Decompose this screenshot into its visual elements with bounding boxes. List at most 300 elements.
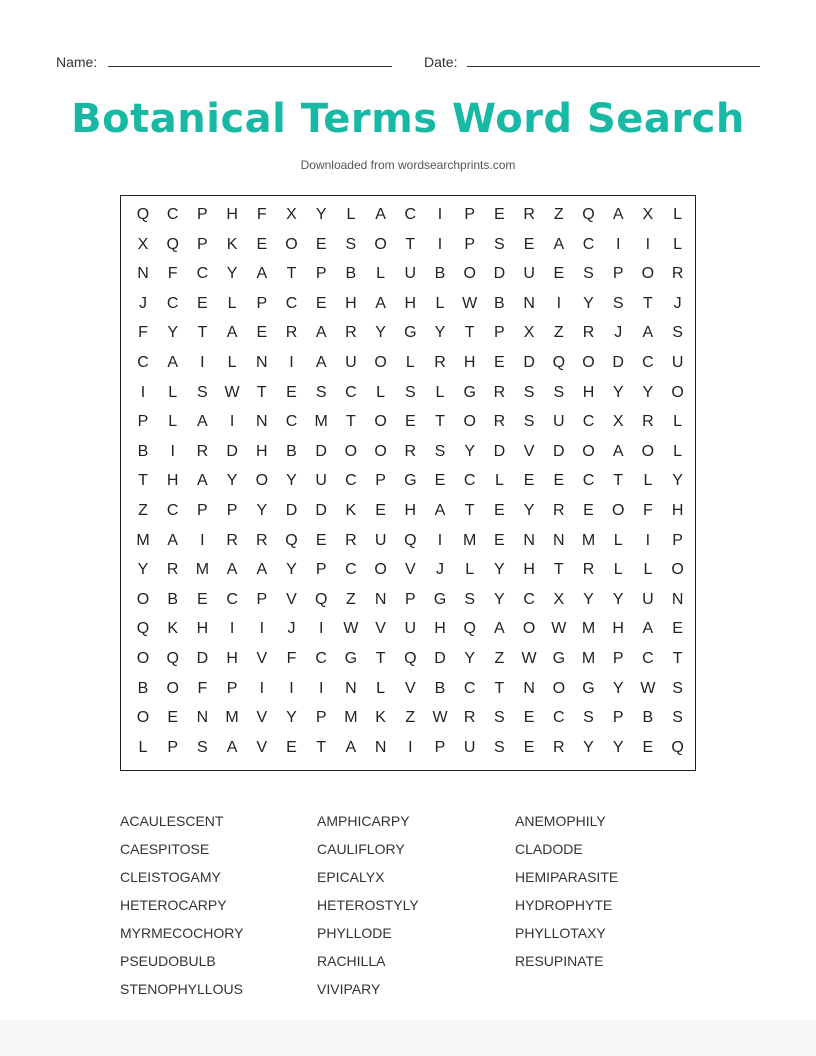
grid-cell[interactable]: S <box>464 590 476 608</box>
grid-cell[interactable]: S <box>523 383 535 401</box>
grid-cell[interactable]: A <box>256 265 268 283</box>
grid-cell[interactable]: P <box>404 590 416 608</box>
grid-cell[interactable]: S <box>315 383 327 401</box>
grid-cell[interactable]: C <box>345 561 357 579</box>
grid-cell[interactable]: N <box>523 679 535 697</box>
grid-cell[interactable]: J <box>436 561 444 579</box>
grid-cell[interactable]: P <box>315 709 327 727</box>
grid-cell[interactable]: D <box>493 265 506 283</box>
grid-cell[interactable]: E <box>315 294 327 312</box>
grid-cell[interactable]: Y <box>583 738 594 756</box>
grid-cell[interactable]: B <box>137 442 149 460</box>
grid-cell[interactable]: S <box>583 709 594 727</box>
grid-cell[interactable]: P <box>256 590 268 608</box>
grid-cell[interactable]: Z <box>346 590 356 608</box>
grid-cell[interactable]: Q <box>136 620 150 638</box>
grid-cell[interactable]: Z <box>138 502 148 519</box>
grid-cell[interactable]: R <box>434 354 446 371</box>
grid-cell[interactable]: P <box>464 235 476 253</box>
grid-cell[interactable]: C <box>285 413 298 431</box>
grid-cell[interactable]: T <box>346 413 356 431</box>
grid-cell[interactable]: S <box>583 265 594 283</box>
grid-cell[interactable]: O <box>166 679 179 697</box>
grid-cell[interactable]: T <box>138 472 148 490</box>
grid-cell[interactable]: E <box>286 383 297 401</box>
grid-cell[interactable]: I <box>259 620 265 638</box>
grid-cell[interactable]: W <box>551 620 567 638</box>
grid-cell[interactable]: Y <box>612 383 624 401</box>
grid-cell[interactable]: J <box>139 294 147 312</box>
grid-cell[interactable]: L <box>673 206 683 223</box>
grid-cell[interactable]: A <box>315 324 327 342</box>
grid-cell[interactable]: T <box>553 561 564 579</box>
grid-cell[interactable]: T <box>375 650 386 667</box>
grid-cell[interactable]: Z <box>494 650 505 667</box>
grid-cell[interactable]: Y <box>523 502 535 519</box>
grid-cell[interactable]: R <box>493 383 506 401</box>
grid-cell[interactable]: S <box>434 442 446 460</box>
grid-cell[interactable]: T <box>494 679 505 697</box>
grid-cell[interactable]: H <box>671 502 684 519</box>
grid-cell[interactable]: Q <box>314 590 328 608</box>
grid-cell[interactable]: L <box>643 561 653 579</box>
grid-cell[interactable]: Y <box>494 561 505 579</box>
grid-cell[interactable]: E <box>315 531 327 549</box>
grid-cell[interactable]: Y <box>583 590 594 608</box>
grid-cell[interactable]: S <box>523 413 535 431</box>
grid-cell[interactable]: Y <box>434 324 446 342</box>
grid-cell[interactable]: Z <box>553 206 564 223</box>
grid-cell[interactable]: O <box>582 442 595 460</box>
grid-cell[interactable]: M <box>314 413 328 431</box>
grid-cell[interactable]: W <box>640 679 656 697</box>
grid-cell[interactable]: R <box>285 324 298 342</box>
grid-cell[interactable]: P <box>612 709 624 727</box>
grid-cell[interactable]: I <box>140 383 146 401</box>
grid-cell[interactable]: R <box>582 561 595 579</box>
grid-cell[interactable]: A <box>197 472 208 490</box>
grid-cell[interactable]: B <box>494 294 505 312</box>
grid-cell[interactable]: M <box>136 531 150 549</box>
grid-cell[interactable]: H <box>226 206 238 223</box>
grid-cell[interactable]: R <box>553 502 565 519</box>
grid-cell[interactable]: M <box>344 709 358 727</box>
grid-cell[interactable]: C <box>196 265 209 283</box>
grid-cell[interactable]: G <box>404 472 417 490</box>
grid-cell[interactable]: D <box>612 354 624 371</box>
grid-cell[interactable]: A <box>642 324 654 342</box>
grid-cell[interactable]: A <box>256 561 268 579</box>
grid-cell[interactable]: N <box>256 354 268 371</box>
grid-cell[interactable]: P <box>315 265 327 283</box>
grid-cell[interactable]: A <box>315 354 327 371</box>
grid-cell[interactable]: B <box>167 590 179 608</box>
grid-cell[interactable]: P <box>464 206 476 223</box>
grid-cell[interactable]: B <box>345 265 357 283</box>
grid-cell[interactable]: W <box>462 294 478 312</box>
grid-cell[interactable]: S <box>612 294 624 312</box>
grid-cell[interactable]: L <box>435 383 445 401</box>
grid-cell[interactable]: N <box>374 738 387 756</box>
grid-cell[interactable]: L <box>613 561 623 579</box>
grid-cell[interactable]: Q <box>166 235 179 253</box>
grid-cell[interactable]: I <box>200 354 205 371</box>
grid-cell[interactable]: I <box>437 206 443 223</box>
grid-cell[interactable]: I <box>615 235 621 253</box>
grid-cell[interactable]: R <box>226 531 238 549</box>
grid-cell[interactable]: O <box>463 413 476 431</box>
grid-cell[interactable]: Y <box>464 442 476 460</box>
grid-cell[interactable]: P <box>612 265 624 283</box>
grid-cell[interactable]: Q <box>463 620 476 638</box>
grid-cell[interactable]: B <box>434 679 446 697</box>
grid-cell[interactable]: Y <box>137 561 149 579</box>
grid-cell[interactable]: Q <box>136 206 150 223</box>
grid-cell[interactable]: Y <box>286 472 297 490</box>
grid-cell[interactable]: O <box>374 561 387 579</box>
grid-cell[interactable]: Y <box>464 650 476 667</box>
grid-cell[interactable]: N <box>523 294 535 312</box>
grid-cell[interactable]: C <box>553 709 565 727</box>
grid-cell[interactable]: E <box>523 235 535 253</box>
grid-cell[interactable]: L <box>227 354 237 371</box>
grid-cell[interactable]: T <box>316 738 327 756</box>
grid-cell[interactable]: C <box>463 472 476 490</box>
grid-cell[interactable]: S <box>553 383 565 401</box>
grid-cell[interactable]: X <box>612 413 624 431</box>
grid-cell[interactable]: O <box>285 235 298 253</box>
grid-cell[interactable]: H <box>256 442 268 460</box>
grid-cell[interactable]: O <box>671 383 684 401</box>
grid-cell[interactable]: E <box>404 413 416 431</box>
grid-cell[interactable]: A <box>375 294 386 312</box>
grid-cell[interactable]: J <box>287 620 296 638</box>
grid-cell[interactable]: C <box>166 294 179 312</box>
grid-cell[interactable]: J <box>673 294 682 312</box>
grid-cell[interactable]: V <box>256 650 268 667</box>
grid-cell[interactable]: P <box>197 502 208 519</box>
grid-cell[interactable]: L <box>168 413 178 431</box>
grid-cell[interactable]: E <box>197 294 208 312</box>
grid-cell[interactable]: T <box>464 502 475 519</box>
grid-cell[interactable]: H <box>226 650 238 667</box>
grid-cell[interactable]: E <box>167 709 179 727</box>
grid-cell[interactable]: C <box>642 354 654 371</box>
grid-cell[interactable]: Y <box>226 472 238 490</box>
grid-cell[interactable]: E <box>286 738 297 756</box>
grid-cell[interactable]: A <box>345 738 357 756</box>
grid-cell[interactable]: N <box>374 590 387 608</box>
grid-cell[interactable]: N <box>671 590 684 608</box>
grid-cell[interactable]: V <box>375 620 386 638</box>
grid-cell[interactable]: R <box>493 413 506 431</box>
grid-cell[interactable]: Y <box>612 590 624 608</box>
grid-cell[interactable]: I <box>645 235 651 253</box>
grid-cell[interactable]: B <box>434 265 446 283</box>
grid-cell[interactable]: E <box>197 590 208 608</box>
grid-cell[interactable]: Q <box>582 206 595 223</box>
grid-cell[interactable]: R <box>582 324 595 342</box>
grid-cell[interactable]: P <box>137 413 149 431</box>
grid-cell[interactable]: U <box>523 265 535 283</box>
grid-cell[interactable]: X <box>553 590 565 608</box>
grid-cell[interactable]: D <box>285 502 298 519</box>
grid-cell[interactable]: H <box>523 561 535 579</box>
grid-cell[interactable]: O <box>374 413 387 431</box>
grid-cell[interactable]: T <box>435 413 445 431</box>
grid-cell[interactable]: D <box>523 354 535 371</box>
grid-cell[interactable]: N <box>553 531 565 549</box>
grid-cell[interactable]: Y <box>612 738 624 756</box>
grid-cell[interactable]: Q <box>404 650 417 667</box>
name-field-line[interactable] <box>108 66 392 67</box>
grid-cell[interactable]: Z <box>405 709 416 727</box>
grid-cell[interactable]: L <box>673 442 683 460</box>
grid-cell[interactable]: R <box>642 413 654 431</box>
grid-cell[interactable]: L <box>168 383 178 401</box>
grid-cell[interactable]: M <box>463 531 477 549</box>
grid-cell[interactable]: O <box>552 679 566 697</box>
grid-cell[interactable]: U <box>463 738 476 756</box>
grid-cell[interactable]: Q <box>285 531 298 549</box>
grid-cell[interactable]: L <box>376 265 386 283</box>
grid-cell[interactable]: C <box>137 354 149 371</box>
grid-cell[interactable]: Y <box>315 206 327 223</box>
grid-cell[interactable]: H <box>463 354 476 371</box>
grid-cell[interactable]: X <box>523 324 535 342</box>
grid-cell[interactable]: W <box>521 650 537 667</box>
grid-cell[interactable]: R <box>404 442 417 460</box>
grid-cell[interactable]: R <box>345 531 357 549</box>
grid-cell[interactable]: P <box>672 531 683 549</box>
grid-cell[interactable]: Y <box>612 679 624 697</box>
grid-cell[interactable]: W <box>224 383 240 401</box>
grid-cell[interactable]: L <box>465 561 475 579</box>
grid-cell[interactable]: H <box>434 620 446 638</box>
grid-cell[interactable]: A <box>434 502 446 519</box>
grid-cell[interactable]: E <box>523 472 535 490</box>
grid-cell[interactable]: U <box>404 620 417 638</box>
grid-cell[interactable]: O <box>641 265 655 283</box>
grid-cell[interactable]: P <box>375 472 386 490</box>
grid-cell[interactable]: M <box>581 620 596 638</box>
grid-cell[interactable]: H <box>404 294 417 312</box>
grid-cell[interactable]: O <box>374 442 387 460</box>
grid-cell[interactable]: R <box>463 709 476 727</box>
grid-cell[interactable]: C <box>582 235 595 253</box>
grid-cell[interactable]: S <box>197 383 208 401</box>
grid-cell[interactable]: G <box>344 650 358 667</box>
grid-cell[interactable]: A <box>642 620 654 638</box>
grid-cell[interactable]: S <box>672 324 683 342</box>
grid-cell[interactable]: H <box>345 294 357 312</box>
grid-cell[interactable]: C <box>345 472 357 490</box>
grid-cell[interactable]: H <box>404 502 417 519</box>
grid-cell[interactable]: I <box>437 531 443 549</box>
grid-cell[interactable]: M <box>581 650 596 667</box>
grid-cell[interactable]: H <box>612 620 624 638</box>
grid-cell[interactable]: P <box>226 502 238 519</box>
grid-cell[interactable]: R <box>523 206 535 223</box>
grid-cell[interactable]: U <box>642 590 654 608</box>
grid-cell[interactable]: F <box>256 206 267 223</box>
grid-cell[interactable]: K <box>375 709 386 727</box>
grid-cell[interactable]: T <box>643 294 653 312</box>
grid-cell[interactable]: U <box>315 472 327 490</box>
grid-cell[interactable]: K <box>226 235 238 253</box>
grid-cell[interactable]: A <box>167 531 179 549</box>
grid-cell[interactable]: X <box>286 206 297 223</box>
grid-cell[interactable]: L <box>613 531 623 549</box>
grid-cell[interactable]: I <box>170 442 175 460</box>
grid-cell[interactable]: U <box>553 413 565 431</box>
grid-cell[interactable]: U <box>671 354 684 371</box>
grid-cell[interactable]: A <box>494 620 505 638</box>
grid-cell[interactable]: I <box>289 354 294 371</box>
grid-cell[interactable]: Y <box>286 561 297 579</box>
grid-cell[interactable]: L <box>673 235 683 253</box>
grid-cell[interactable]: I <box>437 235 443 253</box>
grid-cell[interactable]: N <box>137 265 149 283</box>
grid-cell[interactable]: V <box>523 442 535 460</box>
grid-cell[interactable]: P <box>197 206 208 223</box>
grid-cell[interactable]: O <box>611 502 625 519</box>
grid-cell[interactable]: E <box>523 738 535 756</box>
grid-cell[interactable]: V <box>256 738 268 756</box>
grid-cell[interactable]: C <box>226 590 238 608</box>
grid-cell[interactable]: D <box>196 650 209 667</box>
grid-cell[interactable]: L <box>376 383 386 401</box>
grid-cell[interactable]: C <box>582 413 595 431</box>
grid-cell[interactable]: C <box>642 650 654 667</box>
grid-cell[interactable]: G <box>463 383 476 401</box>
grid-cell[interactable]: C <box>582 472 595 490</box>
grid-cell[interactable]: G <box>582 679 595 697</box>
grid-cell[interactable]: I <box>259 679 265 697</box>
date-field-line[interactable] <box>467 66 760 67</box>
grid-cell[interactable]: A <box>226 561 238 579</box>
grid-cell[interactable]: T <box>197 324 208 342</box>
grid-cell[interactable]: Q <box>166 650 179 667</box>
grid-cell[interactable]: A <box>226 324 238 342</box>
grid-cell[interactable]: B <box>642 709 654 727</box>
grid-cell[interactable]: D <box>553 442 565 460</box>
grid-cell[interactable]: V <box>404 561 416 579</box>
grid-cell[interactable]: Y <box>583 294 594 312</box>
grid-cell[interactable]: A <box>612 206 624 223</box>
grid-cell[interactable]: Y <box>642 383 654 401</box>
grid-cell[interactable]: R <box>345 324 357 342</box>
grid-cell[interactable]: M <box>581 531 596 549</box>
grid-cell[interactable]: D <box>493 442 506 460</box>
grid-cell[interactable]: C <box>463 679 476 697</box>
grid-cell[interactable]: T <box>256 383 267 401</box>
grid-cell[interactable]: Q <box>552 354 566 371</box>
grid-cell[interactable]: I <box>408 738 413 756</box>
grid-cell[interactable]: O <box>671 561 684 579</box>
grid-cell[interactable]: U <box>345 354 357 371</box>
grid-cell[interactable]: O <box>136 650 150 667</box>
grid-cell[interactable]: E <box>494 354 505 371</box>
grid-cell[interactable]: Y <box>494 590 505 608</box>
grid-cell[interactable]: B <box>286 442 297 460</box>
grid-cell[interactable]: A <box>167 354 179 371</box>
grid-cell[interactable]: E <box>315 235 327 253</box>
grid-cell[interactable]: Y <box>672 472 683 490</box>
grid-cell[interactable]: D <box>315 442 327 460</box>
grid-cell[interactable]: C <box>523 590 535 608</box>
grid-cell[interactable]: O <box>374 235 387 253</box>
grid-cell[interactable]: R <box>166 561 179 579</box>
grid-cell[interactable]: E <box>375 502 386 519</box>
grid-cell[interactable]: I <box>556 294 562 312</box>
grid-cell[interactable]: E <box>256 324 268 342</box>
grid-cell[interactable]: K <box>345 502 357 519</box>
grid-cell[interactable]: I <box>289 679 294 697</box>
grid-cell[interactable]: N <box>523 531 535 549</box>
grid-cell[interactable]: K <box>167 620 179 638</box>
grid-cell[interactable]: I <box>229 413 235 431</box>
grid-cell[interactable]: E <box>434 472 446 490</box>
grid-cell[interactable]: Y <box>375 324 386 342</box>
grid-cell[interactable]: P <box>197 235 208 253</box>
grid-cell[interactable]: H <box>166 472 179 490</box>
grid-cell[interactable]: C <box>345 383 357 401</box>
grid-cell[interactable]: P <box>434 738 446 756</box>
grid-cell[interactable]: O <box>522 620 536 638</box>
grid-cell[interactable]: W <box>432 709 448 727</box>
grid-cell[interactable]: V <box>256 709 268 727</box>
grid-cell[interactable]: O <box>374 354 387 371</box>
grid-cell[interactable]: Q <box>671 738 684 756</box>
grid-cell[interactable]: S <box>345 235 357 253</box>
grid-cell[interactable]: E <box>553 265 565 283</box>
grid-cell[interactable]: H <box>196 620 209 638</box>
grid-cell[interactable]: X <box>642 206 654 223</box>
grid-cell[interactable]: L <box>405 354 415 371</box>
grid-cell[interactable]: R <box>553 738 565 756</box>
grid-cell[interactable]: N <box>345 679 357 697</box>
grid-cell[interactable]: L <box>435 294 445 312</box>
grid-cell[interactable]: Y <box>226 265 238 283</box>
grid-cell[interactable]: M <box>195 561 210 579</box>
grid-cell[interactable]: Y <box>286 709 297 727</box>
grid-cell[interactable]: E <box>494 531 505 549</box>
grid-cell[interactable]: I <box>645 531 651 549</box>
grid-cell[interactable]: E <box>523 709 535 727</box>
grid-cell[interactable]: V <box>404 679 416 697</box>
grid-cell[interactable]: S <box>494 235 505 253</box>
grid-cell[interactable]: O <box>641 442 655 460</box>
grid-cell[interactable]: D <box>315 502 327 519</box>
grid-cell[interactable]: S <box>197 738 208 756</box>
grid-cell[interactable]: D <box>434 650 446 667</box>
grid-cell[interactable]: R <box>671 265 684 283</box>
grid-cell[interactable]: F <box>138 324 148 342</box>
grid-cell[interactable]: T <box>672 650 683 667</box>
grid-cell[interactable]: T <box>464 324 475 342</box>
grid-cell[interactable]: P <box>612 650 624 667</box>
grid-cell[interactable]: P <box>226 679 238 697</box>
grid-cell[interactable]: P <box>256 294 268 312</box>
grid-cell[interactable]: Q <box>404 531 417 549</box>
grid-cell[interactable]: J <box>614 324 623 342</box>
grid-cell[interactable]: U <box>374 531 387 549</box>
grid-cell[interactable]: L <box>673 413 683 431</box>
grid-cell[interactable]: A <box>197 413 208 431</box>
grid-cell[interactable]: T <box>613 472 624 490</box>
grid-cell[interactable]: T <box>286 265 297 283</box>
